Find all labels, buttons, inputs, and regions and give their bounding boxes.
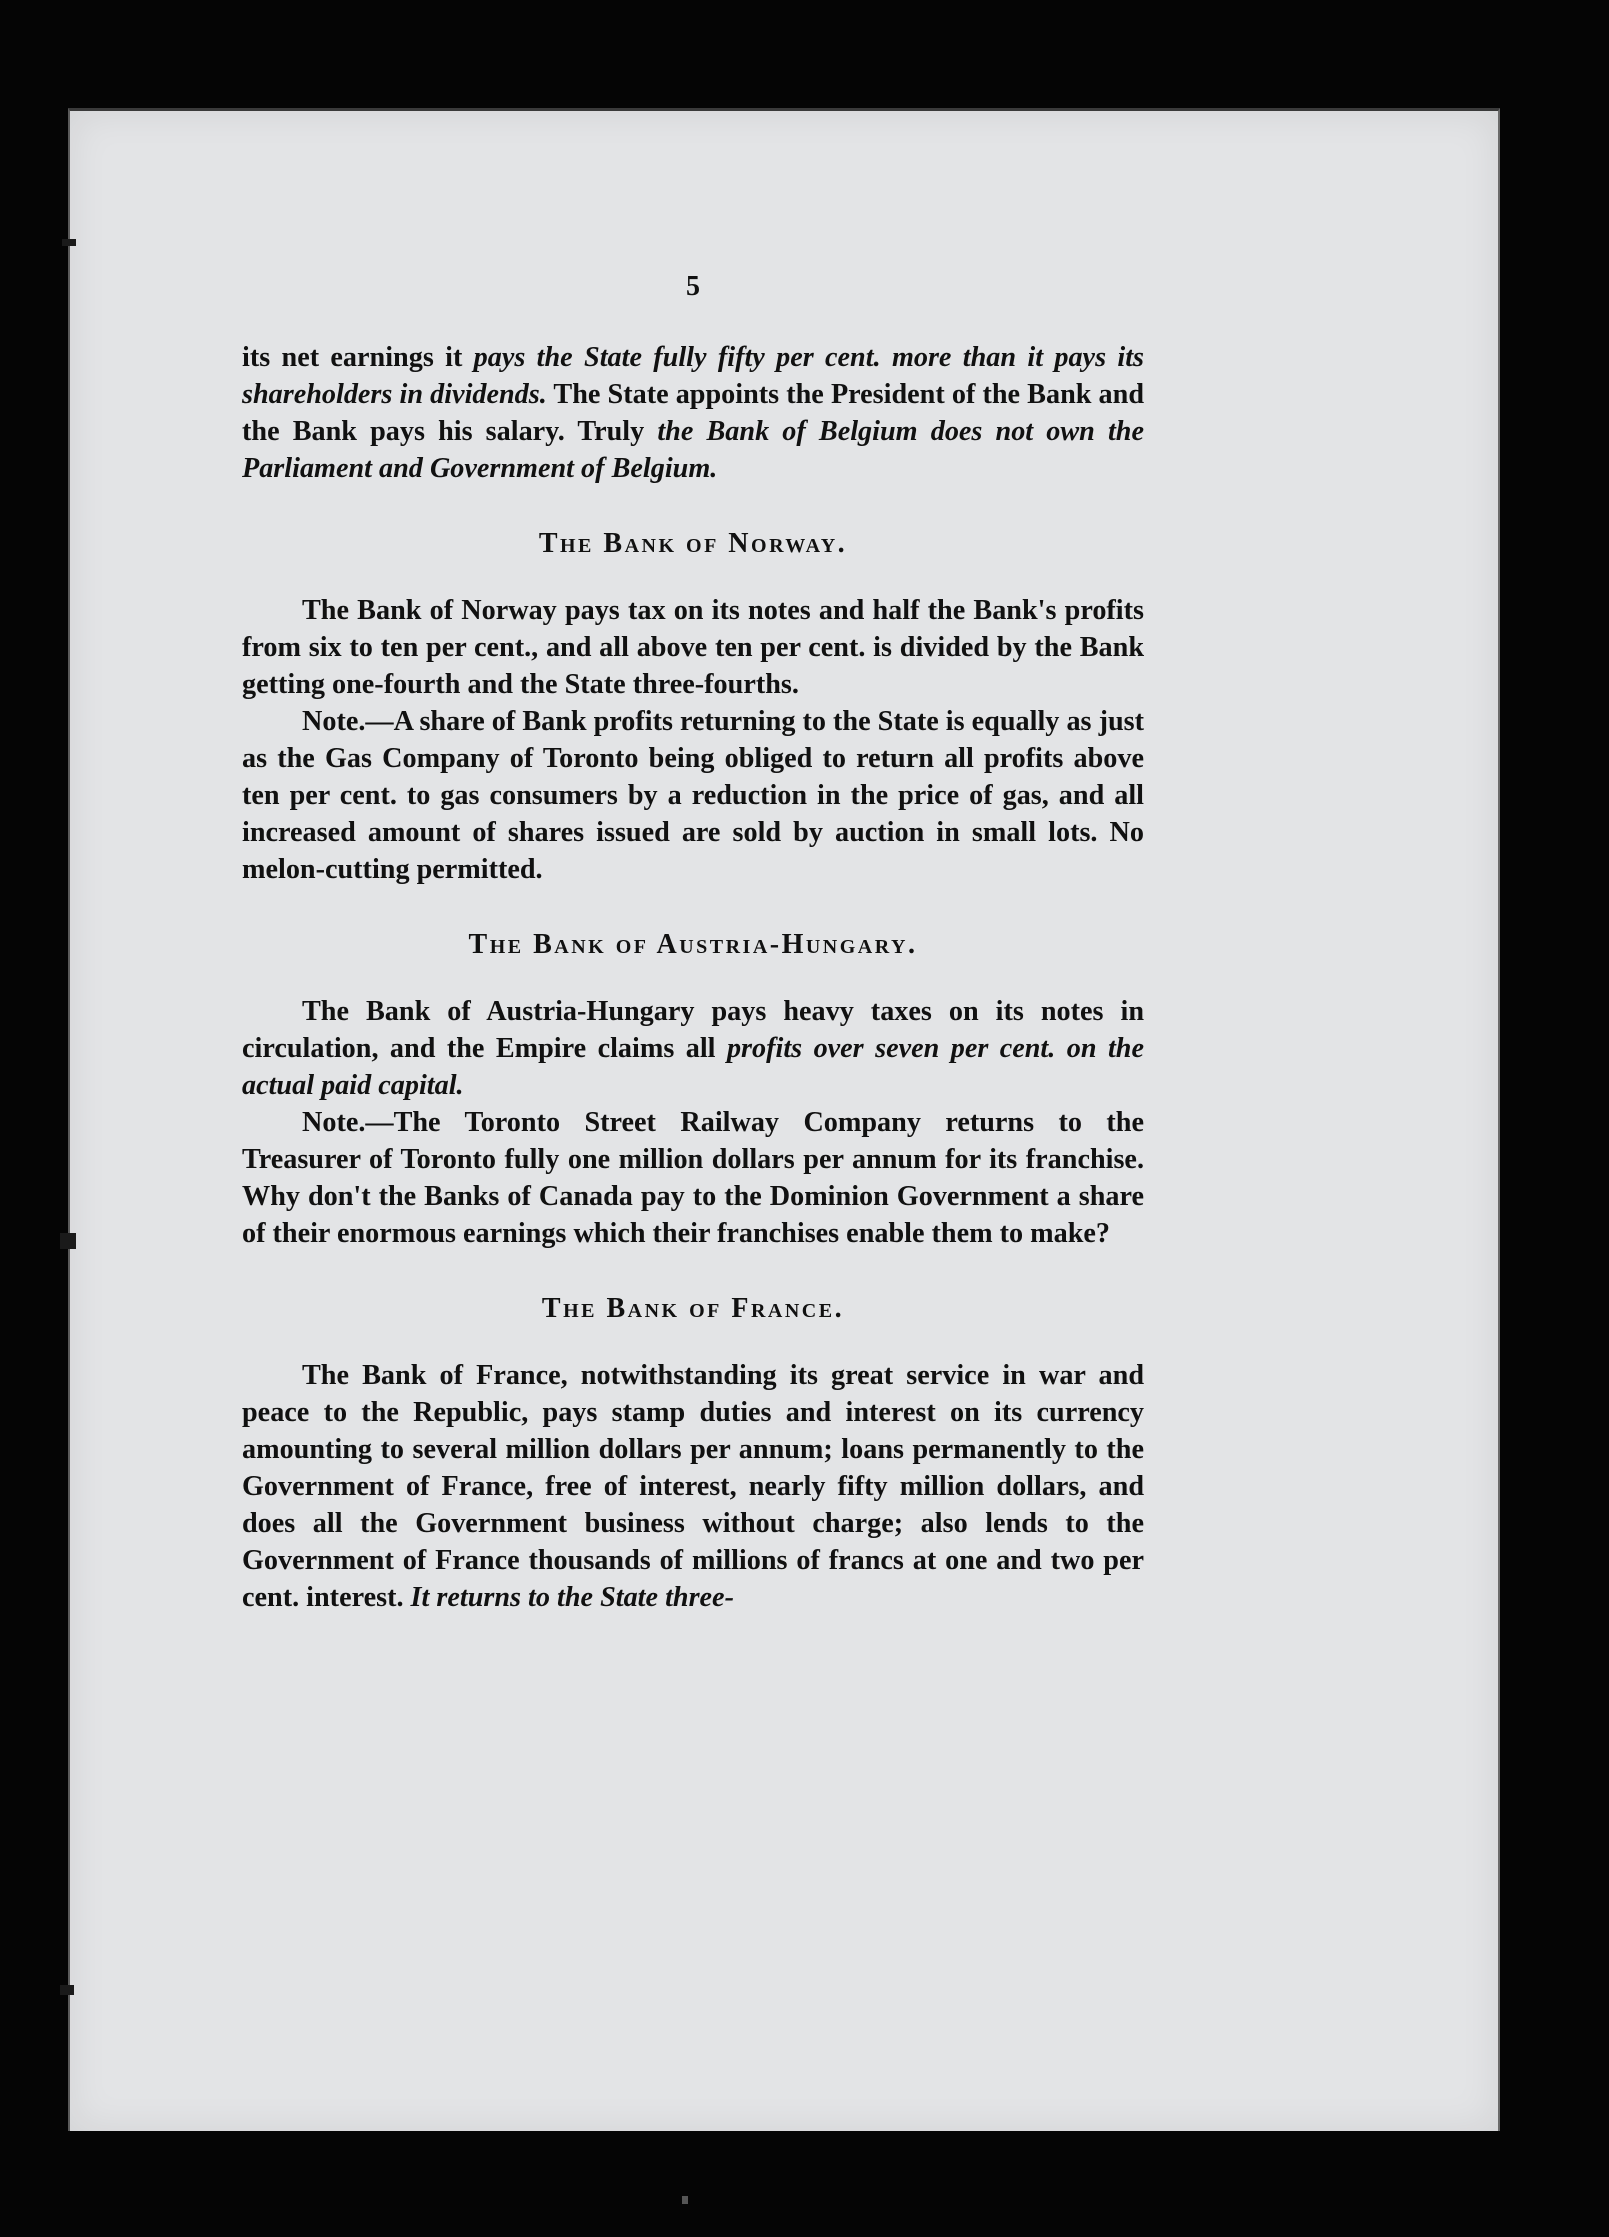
italic-run: It returns to the State three- xyxy=(410,1582,734,1613)
italic-run: the Bank of Belgium does not own the Parliament and Government of Belgium. xyxy=(242,416,1144,484)
text-run: its net earnings it xyxy=(242,342,474,373)
paragraph xyxy=(242,993,1144,1104)
text-run: The Bank of France, notwithstanding its great service in war and peace to the Republic, pays stamp duties and interest on its currency amounting to several million dollars per annum; loans permanently to the Government of France, free of interest, nearly fifty million dollars, and does all the Government business without charge; also lends to the Government of France thousands of millions of francs at one and two per cent. interest. xyxy=(242,1360,1144,1613)
text-run: Note.—A share of Bank profits returning to the State is equally as just as the Gas Company of Toronto being obliged to return all profits above ten per cent. to gas consumers by a reduction in the price of gas, and all increased amount of shares issued are sold by auction in small lots. No melon-cutting permitted. xyxy=(242,706,1144,885)
binding-mark xyxy=(60,1985,74,1995)
binding-mark xyxy=(60,1233,76,1249)
text-run: The Bank of Norway pays tax on its notes and half the Bank's profits from six to ten per cent., and all above ten per cent. is divided by the Bank getting one-fourth and the State three-fourths. xyxy=(242,595,1144,700)
text-run: The Bank of Austria-Hungary pays heavy taxes on its notes in circulation, and the Empire claims all xyxy=(242,996,1144,1064)
section-heading: The Bank of France. xyxy=(541,1293,845,1324)
italic-run: profits over seven per cent. on the actual paid capital. xyxy=(242,1033,1144,1101)
scan-speck xyxy=(682,2196,688,2204)
section-heading: The Bank of Austria-Hungary. xyxy=(468,929,918,960)
page-content xyxy=(242,268,1144,1616)
paragraph xyxy=(242,1104,1144,1252)
paragraph xyxy=(242,592,1144,703)
paragraph xyxy=(242,339,1144,487)
italic-run: pays the State fully fifty per cent. more than it pays its shareholders in dividends. xyxy=(242,342,1144,410)
text-body xyxy=(242,339,1144,1616)
text-run: Note.—The Toronto Street Railway Company returns to the Treasurer of Toronto fully one million dollars per annum for its franchise. Why don't the Banks of Canada pay to the Dominion Government a share of their enormous earnings which their franchises enable them to make? xyxy=(242,1107,1144,1249)
paragraph xyxy=(242,703,1144,888)
binding-mark xyxy=(62,239,76,246)
text-run: The State appoints the President of the Bank and the Bank pays his salary. Truly xyxy=(242,379,1144,447)
page-number: 5 xyxy=(686,271,700,302)
section-heading: The Bank of Norway. xyxy=(538,528,848,559)
paragraph xyxy=(242,1357,1144,1616)
